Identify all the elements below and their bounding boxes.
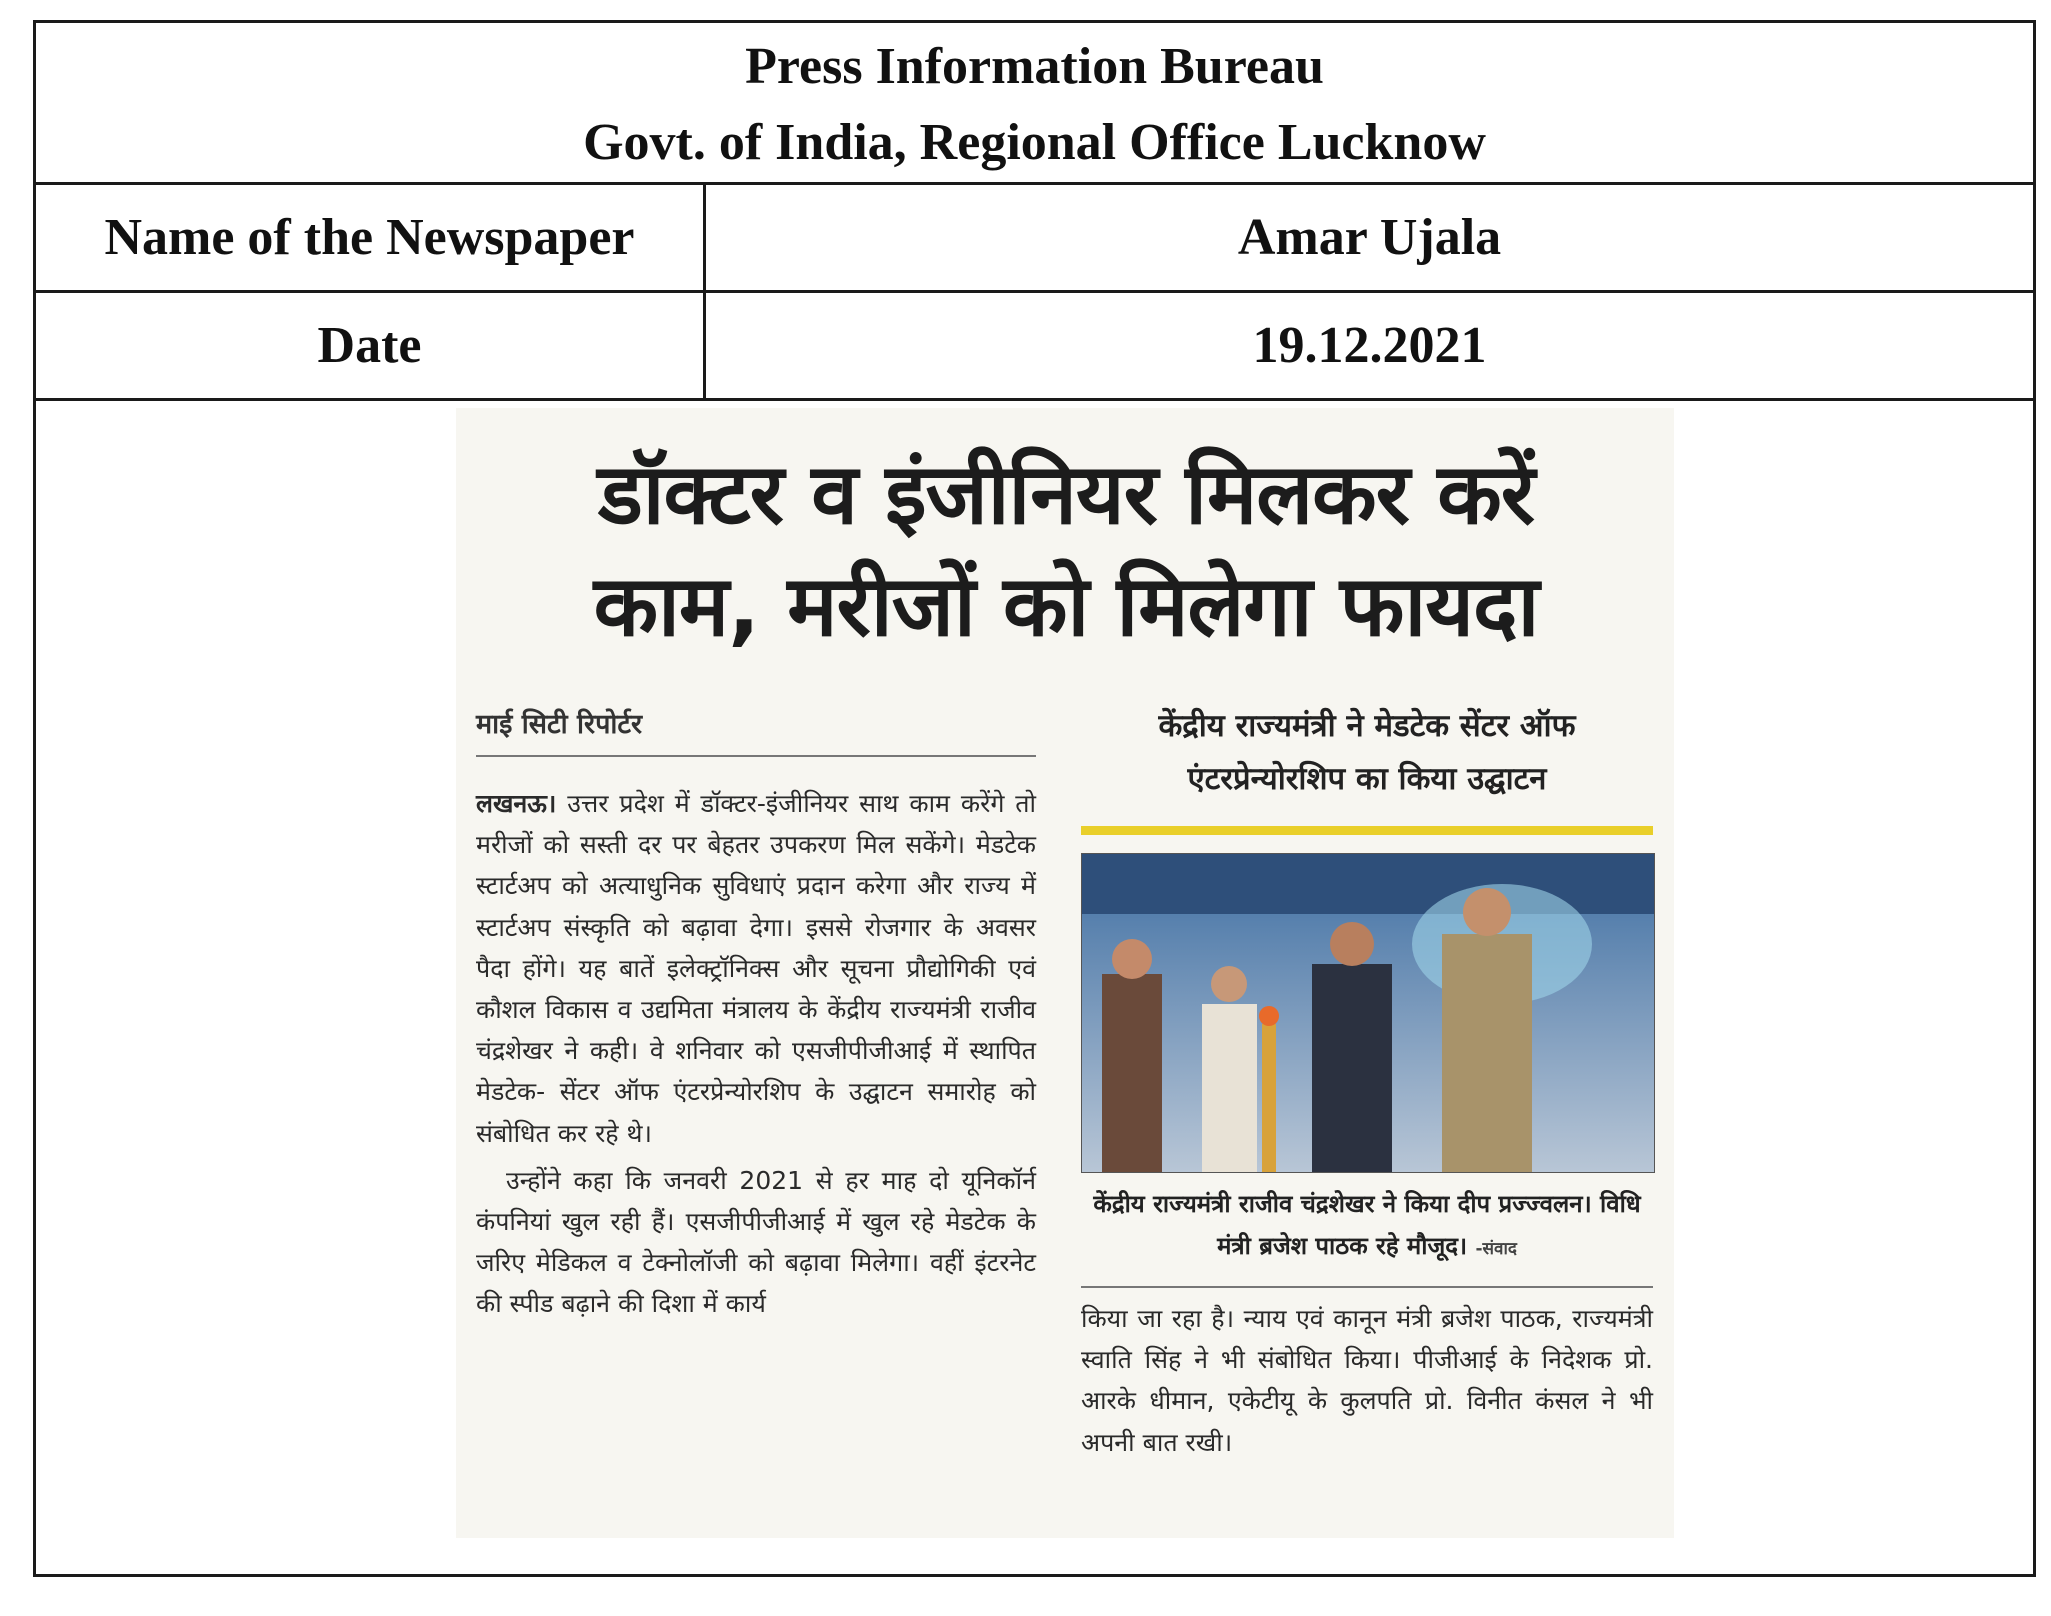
headline-line-2: काम, मरीजों को मिलेगा फायदा bbox=[593, 557, 1539, 655]
photo-caption bbox=[1081, 1183, 1653, 1270]
newspaper-row bbox=[36, 185, 2033, 293]
photo-caption-text: केंद्रीय राज्यमंत्री राजीव चंद्रशेखर ने किया दीप प्रज्ज्वलन। विधि मंत्री ब्रजेश पाठक रहे मौजूद। bbox=[1093, 1190, 1641, 1260]
headline-line-1: डॉक्टर व इंजीनियर मिलकर करें bbox=[597, 445, 1535, 543]
bureau-header bbox=[36, 23, 2033, 185]
date-label: Date bbox=[36, 293, 706, 398]
bureau-title: Press Information Bureau bbox=[745, 38, 1324, 95]
date-value: 19.12.2021 bbox=[1252, 317, 1487, 374]
paragraph-1-text: उत्तर प्रदेश में डॉक्टर-इंजीनियर साथ काम करेंगे तो मरीजों को सस्ती दर पर बेहतर उपकरण मिल सकेंगे। मेडटेक स्टार्टअप को अत्याधुनिक सुविधाएं प्रदान करेगा और राज्य में स्टार्टअप संस्कृति को बढ़ावा देगा। इससे रोजगार के अवसर पैदा होंगे। यह बातें इलेक्ट्रॉनिक्स और सूचना प्रौद्योगिकी एवं कौशल विकास व उद्यमिता मंत्रालय के केंद्रीय राज्यमंत्री राजीव चंद्रशेखर ने कही। वे शनिवार को एसजीपीजीआई में स्थापित मेडटेक- सेंटर ऑफ एंटरप्रेन्योरशिप के उद्घाटन समारोह को संबोधित कर रहे थे। bbox=[476, 789, 1036, 1148]
caption-divider bbox=[1081, 1286, 1653, 1288]
article-byline: माई सिटी रिपोर्टर bbox=[476, 704, 1036, 757]
article-headline bbox=[476, 438, 1656, 662]
article-paragraph-2: उन्होंने कहा कि जनवरी 2021 से हर माह दो यूनिकॉर्न कंपनियां खुल रही हैं। एसजीपीजीआई में खुल रहे मेडटेक के जरिए मेडिकल व टेक्नोलॉजी को बढ़ावा मिलेगा। वहीं इंटरनेट की स्पीड बढ़ाने की दिशा में कार्य bbox=[476, 1165, 1036, 1319]
event-photo bbox=[1081, 853, 1655, 1173]
newspaper-label: Name of the Newspaper bbox=[36, 185, 706, 290]
newspaper-clipping bbox=[456, 408, 1674, 1538]
photo-credit: -संवाद bbox=[1475, 1239, 1517, 1259]
article-left-column bbox=[476, 783, 1036, 1325]
article-subheadline: केंद्रीय राज्यमंत्री ने मेडटेक सेंटर ऑफ एंटरप्रेन्योरशिप का किया उद्घाटन bbox=[1158, 708, 1576, 797]
press-clipping-sheet bbox=[33, 20, 2036, 1577]
newspaper-value: Amar Ujala bbox=[1237, 209, 1502, 266]
article-dateline: लखनऊ। bbox=[476, 789, 557, 818]
date-row bbox=[36, 293, 2033, 401]
bureau-office: Govt. of India, Regional Office Lucknow bbox=[583, 114, 1486, 171]
event-photo-illustration bbox=[1082, 854, 1654, 1172]
subhead-divider bbox=[1081, 826, 1653, 835]
article-paragraph bbox=[476, 783, 1036, 1154]
article-paragraph-3: किया जा रहा है। न्याय एवं कानून मंत्री ब्रजेश पाठक, राज्यमंत्री स्वाति सिंह ने भी संबोधित किया। पीजीआई के निदेशक प्रो. आरके धीमान, एकेटीयू के कुलपति प्रो. विनीत कंसल ने भी अपनी बात रखी। bbox=[1081, 1304, 1653, 1457]
